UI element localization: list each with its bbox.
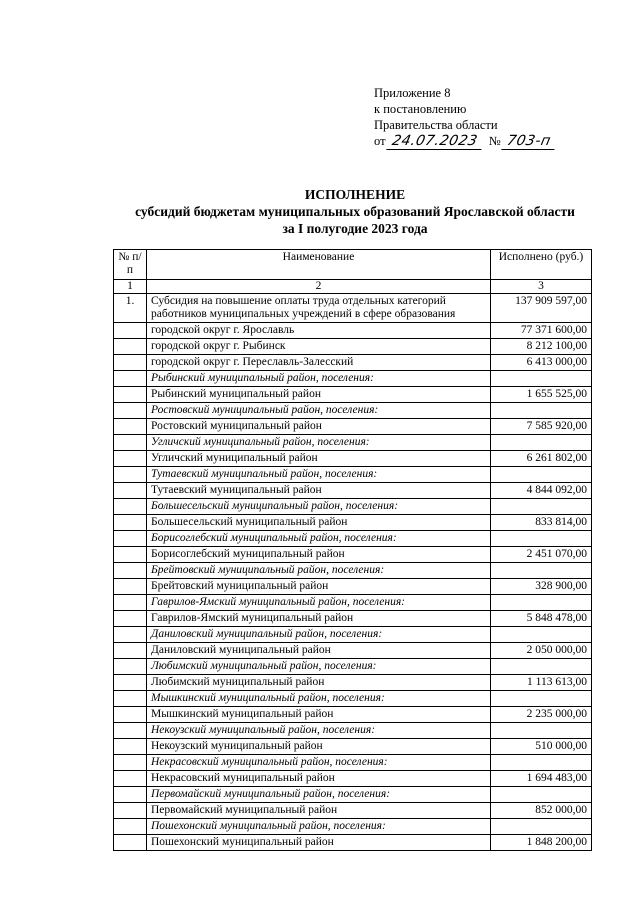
row-value: 1 655 525,00	[491, 387, 592, 403]
row-value	[491, 371, 592, 387]
group-heading-row	[114, 499, 592, 515]
row-name: Брейтовский муниципальный район, поселения:	[147, 563, 491, 579]
row-name: Тутаевский муниципальный район, поселения:	[147, 467, 491, 483]
row-value	[491, 819, 592, 835]
row-value	[491, 499, 592, 515]
row-number-cell	[114, 419, 147, 435]
row-name: Гаврилов-Ямский муниципальный район, поселения:	[147, 595, 491, 611]
index-cell: 1	[114, 280, 147, 294]
group-heading-row	[114, 563, 592, 579]
table-row	[114, 579, 592, 595]
row-number-cell	[114, 371, 147, 387]
row-name: Любимский муниципальный район	[147, 675, 491, 691]
header-no: № п/п	[114, 250, 147, 280]
group-heading-row	[114, 595, 592, 611]
row-name: Рыбинский муниципальный район	[147, 387, 491, 403]
row-number-cell	[114, 723, 147, 739]
table-row	[114, 643, 592, 659]
row-number-cell	[114, 451, 147, 467]
header-executed: Исполнено (руб.)	[491, 250, 592, 280]
row-number-cell	[114, 403, 147, 419]
row-value: 328 900,00	[491, 579, 592, 595]
row-number-cell	[114, 499, 147, 515]
row-number-cell	[114, 595, 147, 611]
table-row	[114, 419, 592, 435]
column-index-row	[114, 280, 592, 294]
table-row	[114, 515, 592, 531]
table-row	[114, 835, 592, 851]
row-number-cell	[114, 691, 147, 707]
table-row	[114, 611, 592, 627]
row-name: Большесельский муниципальный район	[147, 515, 491, 531]
row-value: 4 844 092,00	[491, 483, 592, 499]
row-value: 833 814,00	[491, 515, 592, 531]
row-name: Рыбинский муниципальный район, поселения:	[147, 371, 491, 387]
row-name: Некрасовский муниципальный район, поселения:	[147, 755, 491, 771]
row-name: городской округ г. Рыбинск	[147, 339, 491, 355]
row-value: 8 212 100,00	[491, 339, 592, 355]
row-value: 1 694 483,00	[491, 771, 592, 787]
appendix-label: Приложение 8	[374, 86, 451, 100]
row-number-cell	[114, 739, 147, 755]
group-heading-row	[114, 787, 592, 803]
row-number: 1.	[114, 294, 147, 323]
row-value: 852 000,00	[491, 803, 592, 819]
group-heading-row	[114, 691, 592, 707]
row-value: 1 113 613,00	[491, 675, 592, 691]
table-row	[114, 675, 592, 691]
row-name: Гаврилов-Ямский муниципальный район	[147, 611, 491, 627]
row-name: Некрасовский муниципальный район	[147, 771, 491, 787]
government-label: Правительства области	[374, 118, 498, 132]
row-number-cell	[114, 467, 147, 483]
row-name: городской округ г. Ярославль	[147, 323, 491, 339]
row-value: 1 848 200,00	[491, 835, 592, 851]
group-heading-row	[114, 755, 592, 771]
row-number-cell	[114, 819, 147, 835]
row-value	[491, 627, 592, 643]
main-subsidy-row	[114, 294, 592, 323]
row-value: 2 235 000,00	[491, 707, 592, 723]
table-row	[114, 739, 592, 755]
resolution-label: к постановлению	[374, 102, 467, 116]
group-heading-row	[114, 723, 592, 739]
row-name: Мышкинский муниципальный район	[147, 707, 491, 723]
subsidy-name: Субсидия на повышение оплаты труда отдельных категорий работников муниципальных учреждений в сфере образования	[147, 294, 491, 323]
row-value	[491, 691, 592, 707]
group-heading-row	[114, 627, 592, 643]
approval-block	[374, 85, 614, 150]
row-name: Тутаевский муниципальный район	[147, 483, 491, 499]
table-row	[114, 387, 592, 403]
row-number-cell	[114, 579, 147, 595]
title-line-3: за I полугодие 2023 года	[282, 221, 428, 236]
row-value: 7 585 920,00	[491, 419, 592, 435]
row-value	[491, 755, 592, 771]
header-name: Наименование	[147, 250, 491, 280]
row-number-cell	[114, 387, 147, 403]
table-row	[114, 483, 592, 499]
group-heading-row	[114, 659, 592, 675]
table-row	[114, 323, 592, 339]
document-title	[90, 186, 620, 237]
row-name: Брейтовский муниципальный район	[147, 579, 491, 595]
row-number-cell	[114, 627, 147, 643]
row-name: городской округ г. Переславль-Залесский	[147, 355, 491, 371]
row-name: Некоузский муниципальный район	[147, 739, 491, 755]
row-name: Даниловский муниципальный район, поселения:	[147, 627, 491, 643]
from-label: от	[374, 134, 386, 148]
row-number-cell	[114, 771, 147, 787]
row-value	[491, 563, 592, 579]
row-name: Большесельский муниципальный район, поселения:	[147, 499, 491, 515]
row-number-cell	[114, 531, 147, 547]
group-heading-row	[114, 403, 592, 419]
row-number-cell	[114, 787, 147, 803]
row-value: 77 371 600,00	[491, 323, 592, 339]
handwritten-number: 703-п	[501, 134, 558, 150]
row-value	[491, 787, 592, 803]
group-heading-row	[114, 435, 592, 451]
date-number-row	[374, 133, 614, 150]
row-value: 510 000,00	[491, 739, 592, 755]
table-row	[114, 707, 592, 723]
table-row	[114, 339, 592, 355]
index-cell: 2	[147, 280, 491, 294]
row-number-cell	[114, 435, 147, 451]
row-name: Первомайский муниципальный район	[147, 803, 491, 819]
row-number-cell	[114, 755, 147, 771]
group-heading-row	[114, 467, 592, 483]
row-number-cell	[114, 643, 147, 659]
row-name: Мышкинский муниципальный район, поселения:	[147, 691, 491, 707]
row-name: Угличский муниципальный район, поселения:	[147, 435, 491, 451]
subsidy-table	[113, 249, 592, 851]
row-name: Пошехонский муниципальный район, поселения:	[147, 819, 491, 835]
row-value	[491, 723, 592, 739]
row-name: Любимский муниципальный район, поселения:	[147, 659, 491, 675]
row-number-cell	[114, 355, 147, 371]
row-number-cell	[114, 803, 147, 819]
table-row	[114, 451, 592, 467]
row-name: Борисоглебский муниципальный район	[147, 547, 491, 563]
table-row	[114, 355, 592, 371]
row-number-cell	[114, 547, 147, 563]
group-heading-row	[114, 371, 592, 387]
row-value: 2 050 000,00	[491, 643, 592, 659]
table-row	[114, 547, 592, 563]
row-name: Даниловский муниципальный район	[147, 643, 491, 659]
row-number-cell	[114, 515, 147, 531]
row-number-cell	[114, 483, 147, 499]
row-number-cell	[114, 707, 147, 723]
row-value	[491, 435, 592, 451]
index-cell: 3	[491, 280, 592, 294]
row-name: Первомайский муниципальный район, поселения:	[147, 787, 491, 803]
row-value	[491, 659, 592, 675]
row-value	[491, 467, 592, 483]
row-value	[491, 403, 592, 419]
row-name: Ростовский муниципальный район, поселения:	[147, 403, 491, 419]
row-name: Ростовский муниципальный район	[147, 419, 491, 435]
title-line-1: ИСПОЛНЕНИЕ	[304, 187, 406, 202]
row-value	[491, 595, 592, 611]
row-number-cell	[114, 323, 147, 339]
row-number-cell	[114, 339, 147, 355]
row-name: Пошехонский муниципальный район	[147, 835, 491, 851]
row-value: 6 413 000,00	[491, 355, 592, 371]
title-line-2: субсидий бюджетам муниципальных образований Ярославской области	[135, 204, 575, 219]
row-value	[491, 531, 592, 547]
table-row	[114, 803, 592, 819]
subsidy-total: 137 909 597,00	[491, 294, 592, 323]
table-row	[114, 771, 592, 787]
row-number-cell	[114, 611, 147, 627]
row-number-cell	[114, 675, 147, 691]
handwritten-date: 24.07.2023	[386, 134, 485, 150]
number-label: №	[488, 134, 501, 148]
table-header-row	[114, 250, 592, 280]
row-number-cell	[114, 835, 147, 851]
row-name: Угличский муниципальный район	[147, 451, 491, 467]
row-number-cell	[114, 659, 147, 675]
group-heading-row	[114, 531, 592, 547]
row-name: Борисоглебский муниципальный район, поселения:	[147, 531, 491, 547]
row-value: 5 848 478,00	[491, 611, 592, 627]
row-number-cell	[114, 563, 147, 579]
group-heading-row	[114, 819, 592, 835]
row-name: Некоузский муниципальный район, поселения:	[147, 723, 491, 739]
row-value: 2 451 070,00	[491, 547, 592, 563]
row-value: 6 261 802,00	[491, 451, 592, 467]
